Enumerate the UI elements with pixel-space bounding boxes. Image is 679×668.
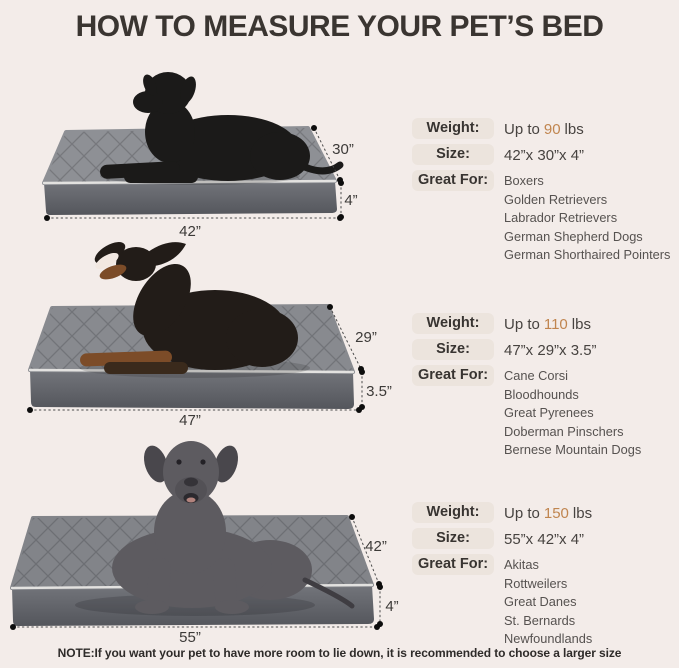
dim-label-height: 4” bbox=[385, 598, 399, 615]
weight-label: Weight: bbox=[412, 118, 494, 139]
size-recommendation-note: NOTE:If you want your pet to have more room to lie down, it is recommended to choose a larger size bbox=[57, 646, 622, 660]
size-row bbox=[412, 339, 676, 360]
size-value: 55”x 42”x 4” bbox=[504, 531, 585, 548]
size-value: 42”x 30”x 4” bbox=[504, 147, 585, 164]
breed-item: St. Bernards bbox=[504, 612, 576, 628]
breed-item: Labrador Retrievers bbox=[504, 210, 618, 226]
weight-row bbox=[412, 502, 676, 523]
breed-item: Rottweilers bbox=[504, 575, 568, 591]
bed-illustration-47inch bbox=[0, 228, 410, 428]
breed-item: Golden Retrievers bbox=[504, 191, 608, 207]
bed-illustration-55inch bbox=[0, 420, 410, 645]
great-for-label: Great For: bbox=[412, 170, 494, 191]
weight-value: Up to 90 lbs bbox=[504, 121, 584, 138]
size-value: 47”x 29”x 3.5” bbox=[504, 342, 597, 359]
size-row bbox=[412, 144, 676, 165]
dim-label-width: 55” bbox=[179, 629, 201, 645]
breed-item: Great Danes bbox=[504, 594, 577, 610]
great-for-label: Great For: bbox=[412, 365, 494, 386]
breed-item: German Shepherd Dogs bbox=[504, 228, 643, 244]
size-row bbox=[412, 528, 676, 549]
weight-label: Weight: bbox=[412, 313, 494, 334]
weight-row bbox=[412, 313, 676, 334]
breed-list bbox=[504, 554, 592, 649]
breed-item: Doberman Pinschers bbox=[504, 423, 624, 439]
size-label: Size: bbox=[412, 339, 494, 360]
size-label: Size: bbox=[412, 144, 494, 165]
dim-label-depth: 29” bbox=[355, 329, 377, 346]
dim-label-width: 42” bbox=[179, 223, 201, 240]
page-title: HOW TO MEASURE YOUR PET’S BED bbox=[75, 10, 604, 43]
breed-item: Boxers bbox=[504, 173, 544, 188]
great-for-row bbox=[412, 170, 676, 265]
breed-item: Newfoundlands bbox=[504, 631, 593, 647]
dim-label-height: 4” bbox=[344, 192, 358, 209]
dim-label-depth: 30” bbox=[332, 141, 354, 158]
spec-block-small bbox=[412, 118, 676, 270]
spec-block-medium bbox=[412, 313, 676, 465]
breed-list bbox=[504, 170, 670, 265]
breed-item: Bernese Mountain Dogs bbox=[504, 442, 642, 458]
dim-label-width: 47” bbox=[179, 412, 201, 428]
spec-block-large bbox=[412, 502, 676, 654]
breed-list bbox=[504, 365, 641, 460]
dim-label-height: 3.5” bbox=[366, 383, 392, 400]
dim-label-depth: 42” bbox=[365, 538, 387, 555]
breed-item: Akitas bbox=[504, 557, 539, 572]
weight-row bbox=[412, 118, 676, 139]
great-for-row bbox=[412, 554, 676, 649]
weight-value: Up to 110 lbs bbox=[504, 316, 591, 333]
breed-item: Great Pyrenees bbox=[504, 405, 594, 421]
great-for-row bbox=[412, 365, 676, 460]
size-label: Size: bbox=[412, 528, 494, 549]
bed-illustration-42inch bbox=[0, 60, 410, 245]
breed-item: Bloodhounds bbox=[504, 386, 579, 402]
great-for-label: Great For: bbox=[412, 554, 494, 575]
weight-label: Weight: bbox=[412, 502, 494, 523]
breed-item: Cane Corsi bbox=[504, 368, 569, 383]
dog-ear bbox=[148, 242, 186, 266]
weight-value: Up to 150 lbs bbox=[504, 505, 593, 522]
breed-item: German Shorthaired Pointers bbox=[504, 247, 671, 263]
